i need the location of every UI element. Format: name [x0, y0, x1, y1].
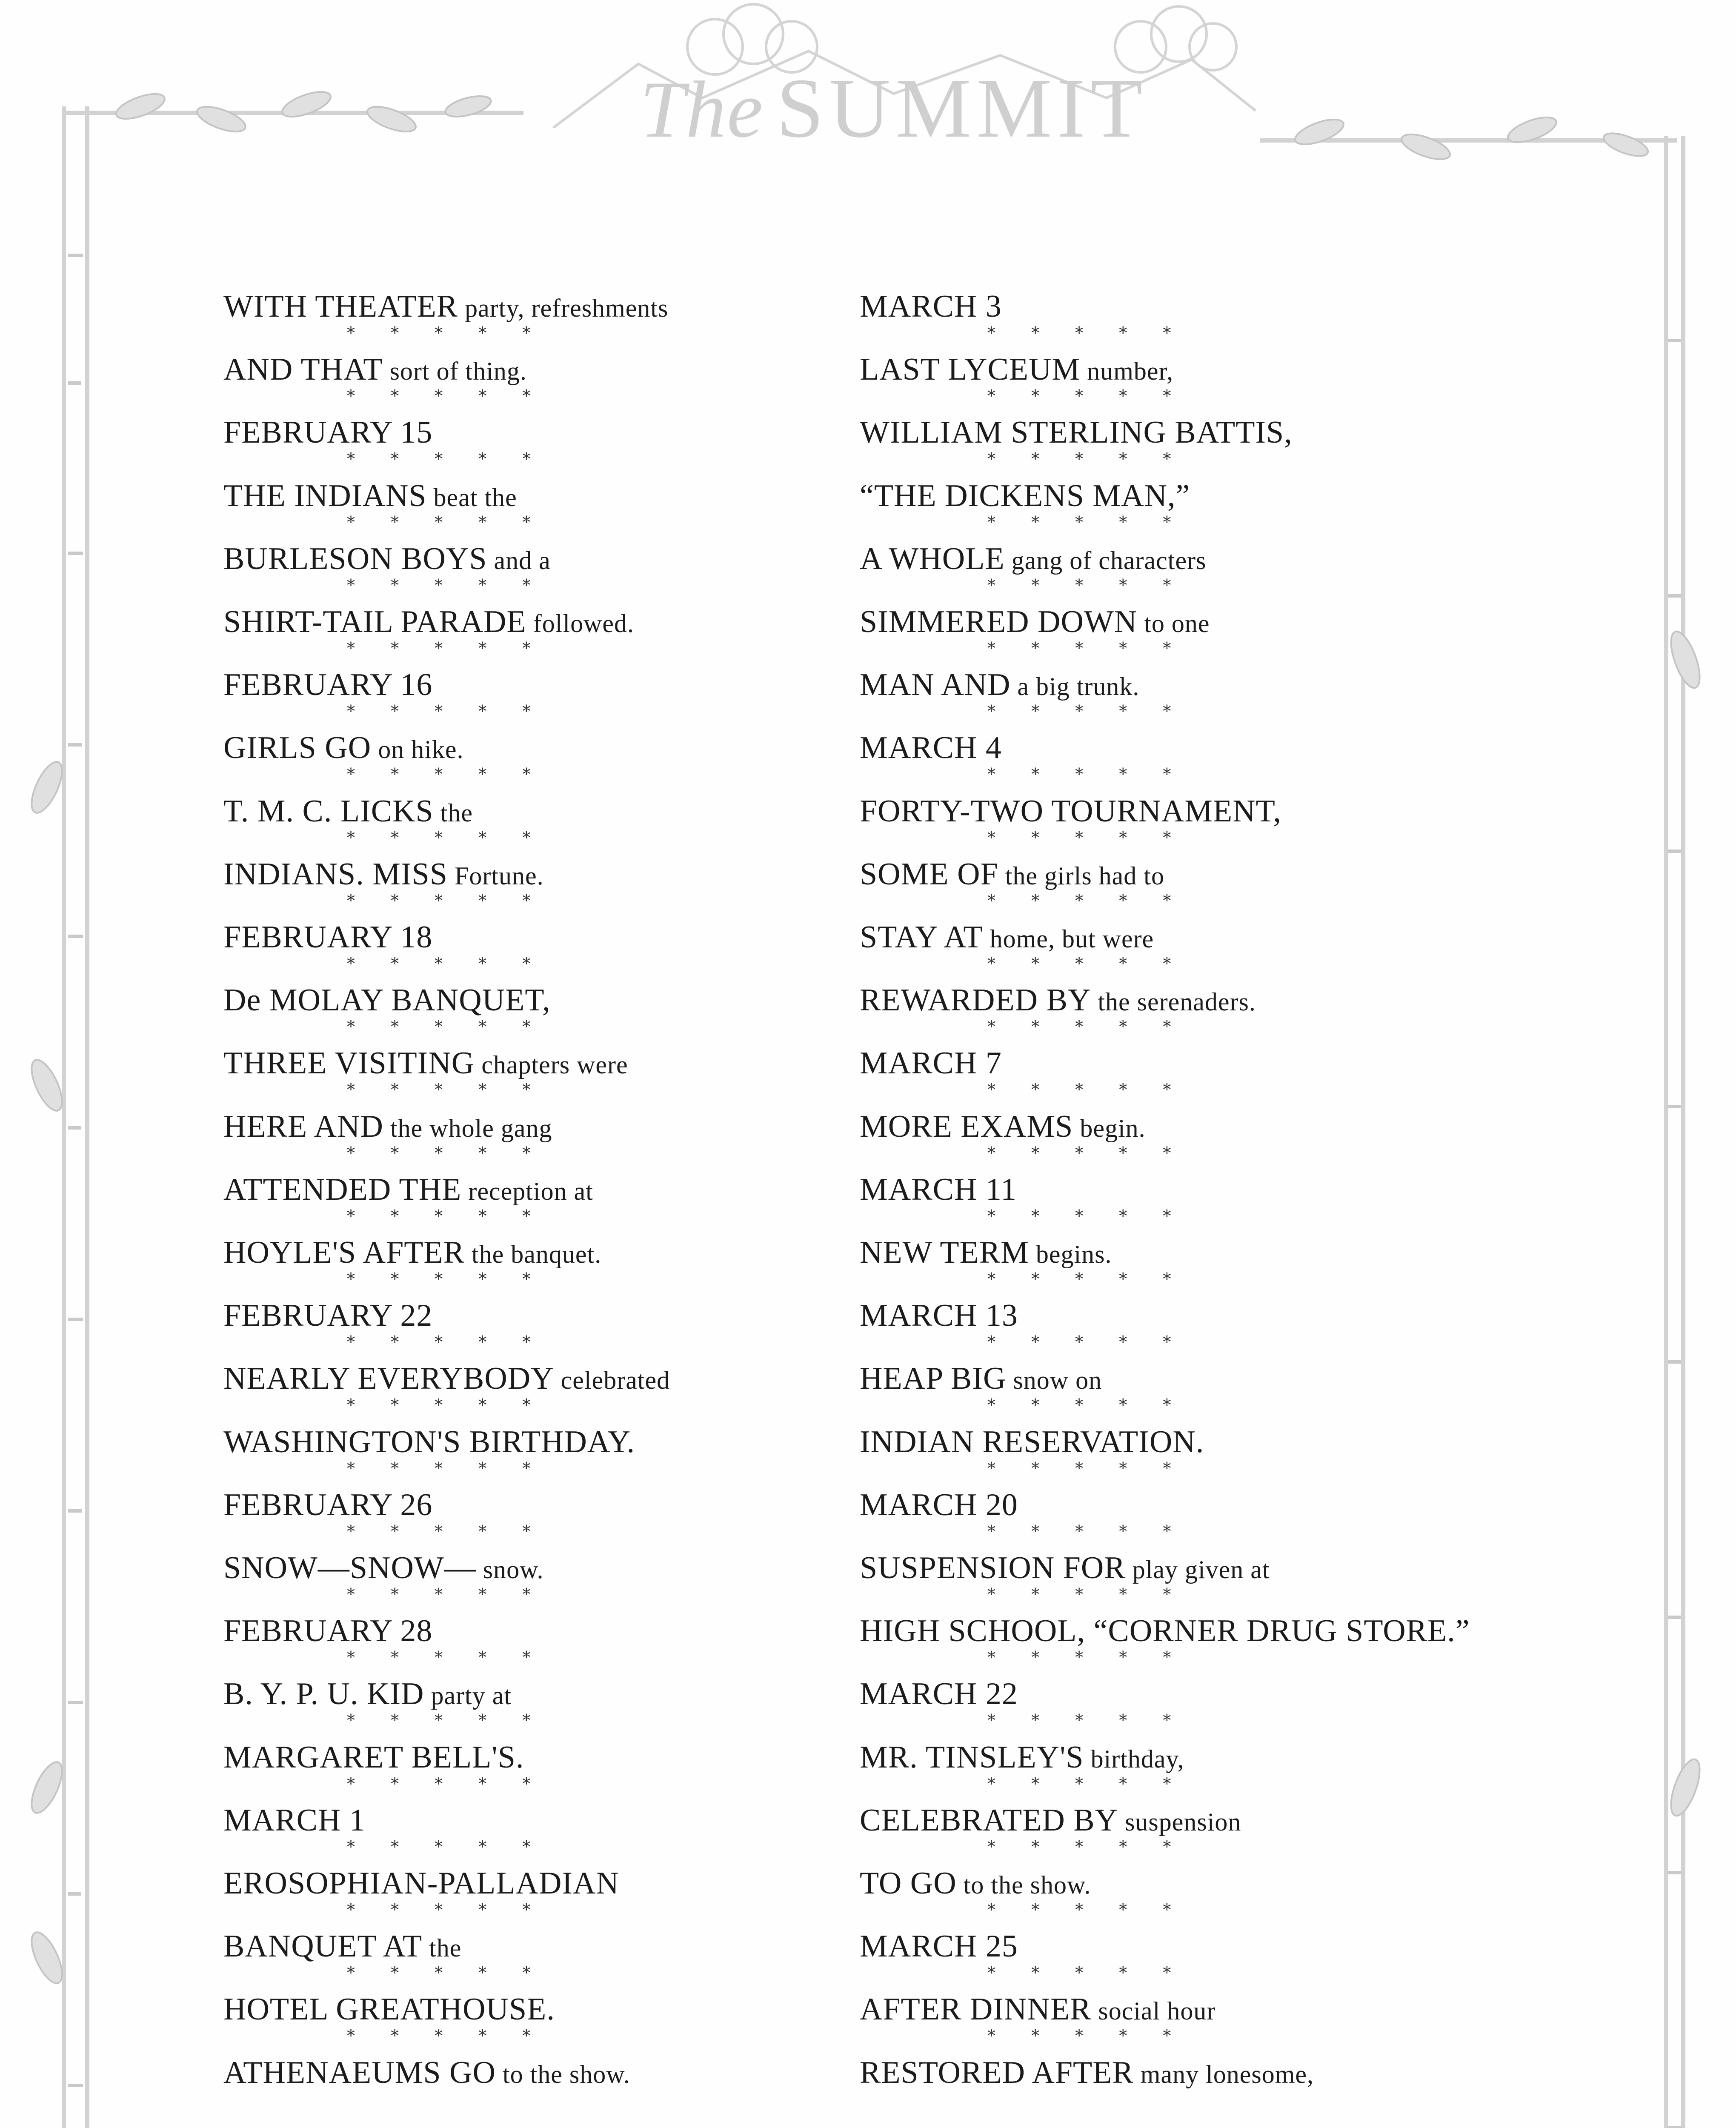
entry-caps: SHIRT-TAIL PARADE — [223, 604, 526, 639]
entry-caps: MAN AND — [860, 667, 1011, 703]
right-entry — [860, 1740, 1184, 1776]
separator-stars: * * * * * — [347, 1396, 546, 1415]
right-entry — [860, 857, 1164, 893]
entry-caps: ATHENAEUMS GO — [223, 2055, 496, 2090]
entry-caps: SIMMERED DOWN — [860, 604, 1138, 639]
left-entry-text — [223, 668, 432, 702]
right-entry — [860, 794, 1281, 828]
separator-stars: * * * * * — [987, 639, 1187, 658]
left-entry-text — [223, 1803, 366, 1837]
left-entry — [223, 983, 551, 1017]
masthead-the: The — [640, 65, 764, 154]
entry-rest: party at — [424, 1682, 512, 1710]
left-entry — [223, 1488, 432, 1522]
entry-caps: De MOLAY BANQUET, — [223, 983, 551, 1018]
separator-stars: * * * * * — [347, 323, 546, 342]
entry-rest: gang of characters — [1004, 546, 1207, 575]
separator-stars: * * * * * — [987, 1963, 1187, 1982]
entry-caps: ATTENDED THE — [223, 1172, 462, 1207]
left-entry-text — [223, 1992, 555, 2026]
left-entry — [223, 1803, 366, 1837]
right-entry — [860, 1992, 1215, 2028]
right-entry-text — [860, 1929, 1018, 1963]
entry-caps: FEBRUARY 22 — [223, 1298, 433, 1333]
entry-rest: to one — [1137, 609, 1210, 638]
left-entry-text — [223, 857, 544, 893]
right-entry — [860, 1425, 1204, 1459]
right-entry — [860, 542, 1206, 578]
entry-rest: reception at — [461, 1177, 593, 1205]
separator-stars: * * * * * — [987, 1270, 1187, 1288]
left-entry-text — [223, 1110, 552, 1145]
left-entry-text — [223, 2056, 630, 2091]
masthead-title — [532, 55, 1256, 162]
entry-caps: AND THAT — [223, 352, 383, 387]
right-entry — [860, 1551, 1270, 1587]
entry-rest: the — [433, 798, 473, 827]
separator-stars: * * * * * — [347, 954, 546, 973]
separator-stars: * * * * * — [987, 702, 1187, 721]
separator-stars: * * * * * — [987, 1206, 1187, 1225]
right-entry-text — [860, 668, 1139, 704]
entry-rest: sort of thing. — [383, 357, 527, 386]
separator-stars: * * * * * — [347, 449, 546, 469]
left-entry — [223, 289, 668, 325]
entry-caps: THE INDIANS — [223, 478, 427, 513]
separator-stars: * * * * * — [347, 891, 546, 910]
right-entry-text — [860, 605, 1210, 641]
entry-caps: MR. TINSLEY'S — [860, 1739, 1084, 1775]
separator-stars: * * * * * — [987, 386, 1187, 406]
right-entry — [860, 1866, 1091, 1902]
separator-stars: * * * * * — [347, 639, 546, 658]
right-entry — [860, 1110, 1146, 1145]
entry-rest: beat the — [426, 483, 517, 512]
right-entry-text — [860, 352, 1173, 388]
entry-rest: to the show. — [495, 2060, 630, 2088]
entry-rest: chapters were — [475, 1051, 628, 1079]
right-entry-text — [860, 415, 1293, 449]
separator-stars: * * * * * — [987, 1396, 1187, 1415]
entry-caps: LAST LYCEUM — [860, 352, 1081, 387]
left-entry-text — [223, 1046, 628, 1082]
left-entry — [223, 1299, 432, 1333]
entry-caps: HOTEL GREATHOUSE. — [223, 1992, 555, 2027]
entry-caps: MARCH 25 — [860, 1929, 1018, 1964]
left-entry — [223, 2056, 630, 2091]
left-entry-text — [223, 289, 668, 325]
right-entry-text — [860, 1866, 1091, 1902]
left-entry — [223, 605, 634, 641]
right-entry-text — [860, 1046, 1002, 1080]
entry-caps: THREE VISITING — [223, 1046, 475, 1081]
separator-stars: * * * * * — [987, 1080, 1187, 1099]
left-entry — [223, 1046, 628, 1082]
entry-rest: begin. — [1073, 1114, 1146, 1142]
left-entry — [223, 352, 527, 388]
left-entry-text — [223, 983, 551, 1017]
entry-caps: MORE EXAMS — [860, 1109, 1073, 1144]
left-entry — [223, 731, 464, 767]
separator-stars: * * * * * — [347, 1522, 546, 1541]
right-entry-text — [860, 1110, 1146, 1145]
left-entry — [223, 1677, 512, 1713]
entry-rest: and a — [487, 546, 551, 575]
left-entry-text — [223, 1488, 432, 1522]
entry-caps: MARCH 20 — [860, 1487, 1018, 1522]
separator-stars: * * * * * — [987, 449, 1187, 469]
separator-stars: * * * * * — [987, 1900, 1187, 1919]
right-entry — [860, 352, 1173, 388]
right-entry — [860, 1614, 1470, 1648]
entry-caps: MARCH 3 — [860, 289, 1002, 324]
left-entry — [223, 1425, 635, 1459]
separator-stars: * * * * * — [987, 1648, 1187, 1667]
entry-rest: on hike. — [371, 735, 464, 764]
separator-stars: * * * * * — [347, 1080, 546, 1099]
left-entry-text — [223, 542, 551, 578]
entry-rest: a big trunk. — [1010, 672, 1140, 701]
separator-stars: * * * * * — [347, 386, 546, 406]
left-entry-text — [223, 1425, 635, 1459]
entry-caps: SUSPENSION FOR — [860, 1550, 1126, 1585]
entry-caps: GIRLS GO — [223, 730, 372, 766]
entry-rest: play given at — [1125, 1556, 1270, 1584]
right-entry-text — [860, 1361, 1102, 1397]
entry-caps: “THE DICKENS MAN,” — [860, 478, 1190, 513]
entry-caps: BURLESON BOYS — [223, 541, 487, 576]
entry-rest: the — [422, 1934, 462, 1962]
right-entry — [860, 1236, 1112, 1271]
separator-stars: * * * * * — [347, 1459, 546, 1478]
left-entry — [223, 1110, 552, 1145]
separator-stars: * * * * * — [987, 765, 1187, 784]
entry-rest: the girls had to — [998, 861, 1164, 890]
entry-caps: HEAP BIG — [860, 1361, 1007, 1396]
entry-rest: the serenaders. — [1091, 988, 1256, 1016]
entry-caps: SNOW—SNOW— — [223, 1550, 476, 1585]
separator-stars: * * * * * — [347, 1585, 546, 1604]
entry-caps: MARCH 11 — [860, 1172, 1017, 1207]
right-entry — [860, 731, 1002, 765]
entry-rest: social hour — [1091, 1997, 1216, 2025]
entry-caps: MARGARET BELL'S. — [223, 1739, 524, 1775]
right-entry — [860, 920, 1154, 956]
right-entry — [860, 605, 1210, 641]
separator-stars: * * * * * — [347, 1648, 546, 1667]
right-entry-text — [860, 1488, 1018, 1522]
right-entry-text — [860, 1173, 1017, 1207]
entry-caps: EROSOPHIAN-PALLADIAN — [223, 1866, 619, 1901]
left-entry-text — [223, 920, 432, 954]
right-entry-text — [860, 479, 1190, 513]
left-entry — [223, 1173, 593, 1208]
right-entry — [860, 2056, 1314, 2091]
separator-stars: * * * * * — [987, 828, 1187, 847]
entry-caps: RESTORED AFTER — [860, 2055, 1134, 2090]
entry-caps: FEBRUARY 28 — [223, 1613, 433, 1649]
entry-caps: WITH THEATER — [223, 289, 458, 324]
right-entry-text — [860, 857, 1164, 893]
left-entry — [223, 1866, 619, 1900]
left-entry-text — [223, 1361, 670, 1397]
right-entry — [860, 1361, 1102, 1397]
left-entry — [223, 415, 432, 449]
separator-stars: * * * * * — [987, 2026, 1187, 2045]
entry-rest: the banquet. — [465, 1240, 602, 1268]
left-entry — [223, 1740, 524, 1774]
left-entry-text — [223, 1236, 601, 1271]
entry-caps: FEBRUARY 15 — [223, 415, 433, 450]
left-entry — [223, 1929, 461, 1965]
left-entry — [223, 1614, 432, 1648]
separator-stars: * * * * * — [347, 1774, 546, 1793]
right-entry — [860, 289, 1002, 323]
entry-rest: number, — [1080, 357, 1174, 386]
separator-stars: * * * * * — [987, 1017, 1187, 1036]
right-entry-text — [860, 1614, 1470, 1648]
entry-caps: REWARDED BY — [860, 983, 1091, 1018]
separator-stars: * * * * * — [987, 1711, 1187, 1730]
separator-stars: * * * * * — [987, 1459, 1187, 1478]
right-entry — [860, 415, 1293, 449]
left-entry — [223, 857, 544, 893]
right-entry — [860, 1929, 1018, 1963]
entry-rest: to the show. — [956, 1871, 1091, 1899]
separator-stars: * * * * * — [347, 828, 546, 847]
separator-stars: * * * * * — [347, 512, 546, 532]
separator-stars: * * * * * — [987, 1774, 1187, 1793]
entry-rest: begins. — [1029, 1240, 1112, 1268]
left-entry-text — [223, 605, 634, 641]
entry-rest: celebrated — [554, 1366, 670, 1395]
right-entry-text — [860, 1740, 1184, 1776]
entry-rest: snow on — [1006, 1366, 1102, 1395]
separator-stars: * * * * * — [347, 1963, 546, 1982]
right-entry — [860, 1299, 1018, 1333]
right-entry-text — [860, 1299, 1018, 1333]
left-entry — [223, 1361, 670, 1397]
separator-stars: * * * * * — [987, 891, 1187, 910]
right-entry-text — [860, 1425, 1204, 1459]
left-entry-text — [223, 415, 432, 449]
left-entry — [223, 1992, 555, 2026]
right-entry — [860, 1488, 1018, 1522]
left-entry-text — [223, 1866, 619, 1900]
right-entry — [860, 1046, 1002, 1080]
entry-rest: suspension — [1118, 1808, 1241, 1836]
separator-stars: * * * * * — [347, 765, 546, 784]
entry-caps: SOME OF — [860, 856, 998, 892]
entry-rest: party, refreshments — [458, 294, 669, 322]
separator-stars: * * * * * — [347, 1333, 546, 1352]
entry-rest: the whole gang — [383, 1114, 552, 1142]
left-entry-text — [223, 1614, 432, 1648]
separator-stars: * * * * * — [987, 1522, 1187, 1541]
separator-stars: * * * * * — [987, 1143, 1187, 1162]
left-entry-text — [223, 479, 517, 515]
entry-rest: followed. — [526, 609, 635, 638]
right-entry-text — [860, 1992, 1215, 2028]
entry-caps: CELEBRATED BY — [860, 1802, 1118, 1838]
entry-caps: HOYLE'S AFTER — [223, 1235, 465, 1270]
entry-caps: INDIAN RESERVATION. — [860, 1424, 1204, 1459]
right-entry — [860, 479, 1190, 513]
entry-rest: snow. — [476, 1556, 544, 1584]
separator-stars: * * * * * — [347, 1900, 546, 1919]
entry-caps: MARCH 4 — [860, 730, 1002, 766]
entry-rest: Fortune. — [447, 861, 544, 890]
entry-caps: FEBRUARY 26 — [223, 1487, 433, 1522]
right-entry — [860, 983, 1256, 1019]
entry-caps: AFTER DINNER — [860, 1992, 1092, 2027]
left-entry-text — [223, 1173, 593, 1208]
right-entry — [860, 1173, 1017, 1207]
left-entry — [223, 1551, 544, 1587]
left-entry-text — [223, 1677, 512, 1713]
left-entry — [223, 479, 517, 515]
left-entry — [223, 1236, 601, 1271]
right-entry-text — [860, 1236, 1112, 1271]
entry-caps: FORTY-TWO TOURNAMENT, — [860, 793, 1281, 829]
left-entry-text — [223, 1299, 432, 1333]
left-entry-text — [223, 1551, 544, 1587]
right-entry — [860, 668, 1139, 704]
entry-caps: MARCH 13 — [860, 1298, 1018, 1333]
right-entry-text — [860, 794, 1281, 828]
right-entry — [860, 1803, 1241, 1839]
right-entry-text — [860, 289, 1002, 323]
entry-caps: FEBRUARY 16 — [223, 667, 433, 703]
separator-stars: * * * * * — [347, 1837, 546, 1856]
separator-stars: * * * * * — [987, 1333, 1187, 1352]
separator-stars: * * * * * — [347, 1206, 546, 1225]
left-entry — [223, 542, 551, 578]
entry-caps: INDIANS. MISS — [223, 856, 448, 892]
entry-rest: many lonesome, — [1133, 2060, 1314, 2088]
separator-stars: * * * * * — [987, 954, 1187, 973]
entry-caps: STAY AT — [860, 920, 983, 955]
entry-caps: T. M. C. LICKS — [223, 793, 434, 829]
entry-caps: MARCH 7 — [860, 1046, 1002, 1081]
separator-stars: * * * * * — [987, 323, 1187, 342]
left-entry-text — [223, 1929, 461, 1965]
right-entry-text — [860, 731, 1002, 765]
masthead-summit: SUMMIT — [776, 61, 1148, 155]
separator-stars: * * * * * — [347, 1711, 546, 1730]
entry-caps: TO GO — [860, 1866, 957, 1901]
separator-stars: * * * * * — [347, 702, 546, 721]
separator-stars: * * * * * — [347, 2026, 546, 2045]
entry-caps: HERE AND — [223, 1109, 383, 1144]
left-entry-text — [223, 1740, 524, 1774]
separator-stars: * * * * * — [347, 1017, 546, 1036]
left-entry — [223, 920, 432, 954]
separator-stars: * * * * * — [347, 575, 546, 595]
entry-rest: home, but were — [983, 925, 1154, 953]
left-entry-text — [223, 352, 527, 388]
right-entry-text — [860, 1551, 1270, 1587]
entry-caps: MARCH 1 — [223, 1802, 366, 1838]
entry-caps: WASHINGTON'S BIRTHDAY. — [223, 1424, 635, 1459]
entry-caps: MARCH 22 — [860, 1676, 1018, 1712]
right-entry — [860, 1677, 1018, 1711]
entry-caps: WILLIAM STERLING BATTIS, — [860, 415, 1293, 450]
entry-rest: birthday, — [1084, 1745, 1184, 1773]
entry-caps: FEBRUARY 18 — [223, 920, 433, 955]
separator-stars: * * * * * — [987, 1585, 1187, 1604]
entry-caps: NEW TERM — [860, 1235, 1029, 1270]
left-entry-text — [223, 731, 464, 767]
entry-caps: HIGH SCHOOL, “CORNER DRUG STORE.” — [860, 1613, 1470, 1649]
separator-stars: * * * * * — [987, 575, 1187, 595]
separator-stars: * * * * * — [987, 512, 1187, 532]
entry-caps: A WHOLE — [860, 541, 1005, 576]
separator-stars: * * * * * — [347, 1270, 546, 1288]
left-entry — [223, 794, 473, 830]
separator-stars: * * * * * — [987, 1837, 1187, 1856]
right-entry-text — [860, 983, 1256, 1019]
right-entry-text — [860, 920, 1154, 956]
right-entry-text — [860, 1803, 1241, 1839]
left-entry-text — [223, 794, 473, 830]
left-entry — [223, 668, 432, 702]
right-entry-text — [860, 542, 1206, 578]
separator-stars: * * * * * — [347, 1143, 546, 1162]
right-entry-text — [860, 2056, 1314, 2091]
entry-caps: B. Y. P. U. KID — [223, 1676, 424, 1712]
right-entry-text — [860, 1677, 1018, 1711]
entry-caps: BANQUET AT — [223, 1929, 423, 1964]
entry-caps: NEARLY EVERYBODY — [223, 1361, 554, 1396]
